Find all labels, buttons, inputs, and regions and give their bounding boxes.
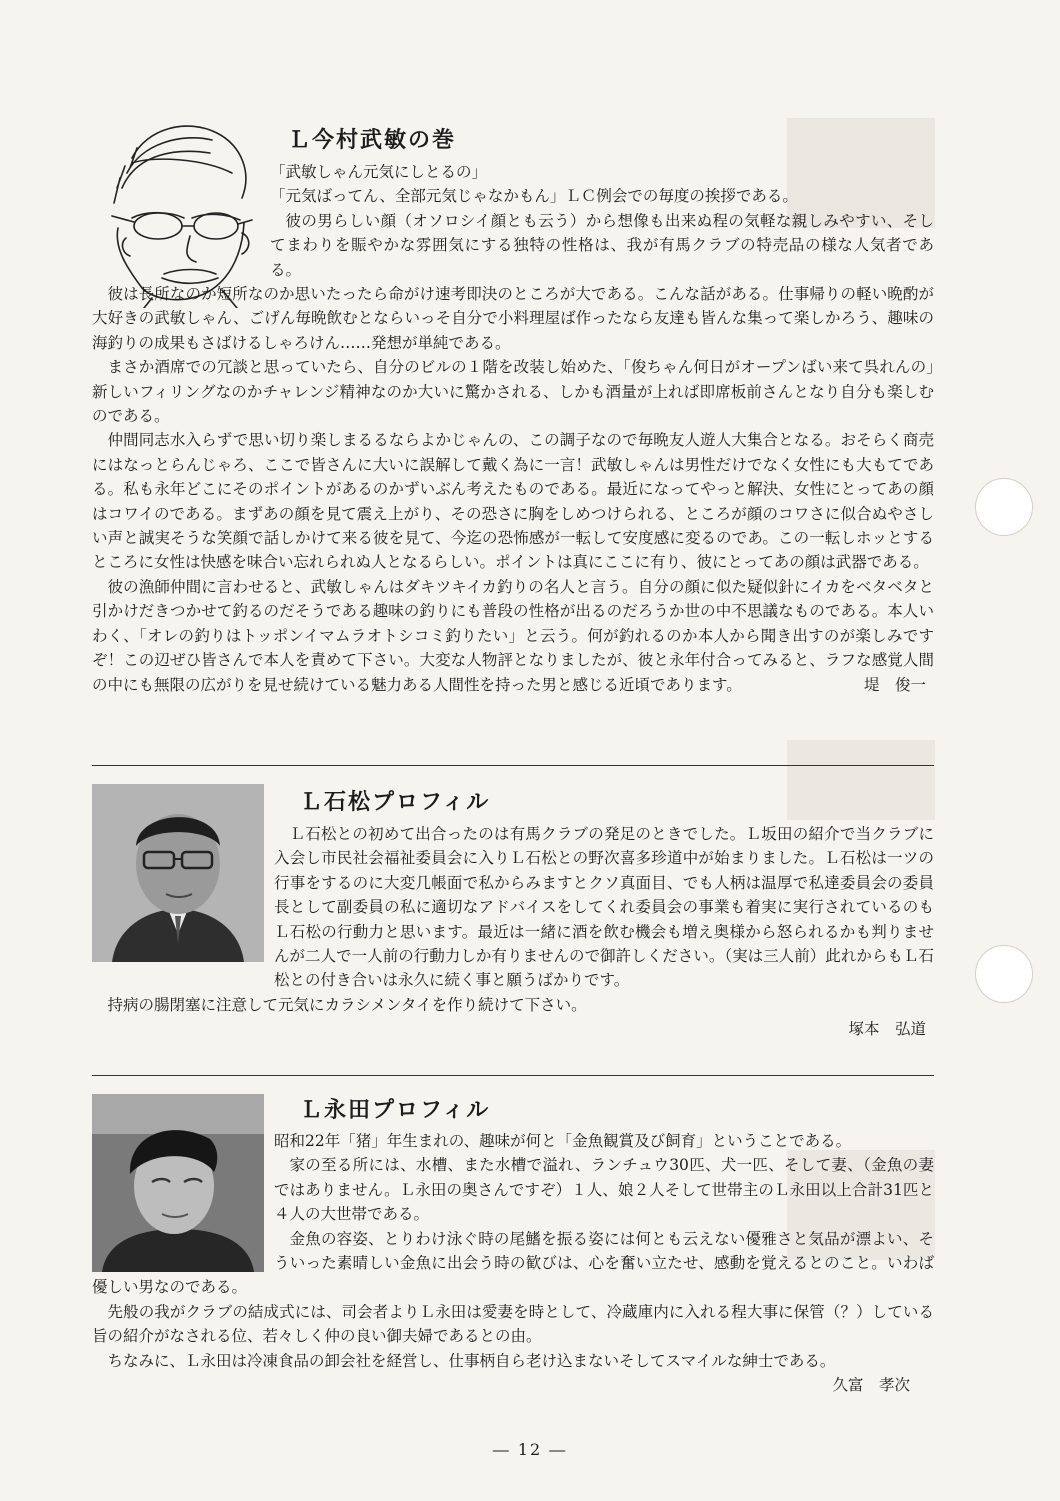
section-body	[92, 822, 934, 1042]
photo-spacer	[92, 822, 274, 970]
body-paragraph: 彼は長所なのか短所なのか思いたったら命がけ速考即決のところが大である。こんな話がある。仕事帰りの軽い晩酌が大好きの武敏しゃん、ごげん毎晩飲むとならいっそ自分で小料理屋ば作ったなら友達も皆んな集って楽しかろう、趣味の海釣りの成果もさばけるしゃろけん……発想が単純である。	[92, 285, 934, 352]
body-paragraph: 昭和22年「猪」年生まれの、趣味が何と「金魚観賞及び飼育」ということである。	[274, 1132, 852, 1150]
section-ishimatsu	[92, 782, 940, 1067]
body-paragraph: 金魚の容姿、とりわけ泳ぐ時の尾鰭を振る姿には何とも云えない優雅さと気品が漂よい、そういった素晴しい金魚に出会う時の歓びは、心を奮い立たせ、感動を覚えるとのこと。いわば優しい男なのである。	[92, 1229, 934, 1297]
author-signature: 堤 俊一	[863, 675, 926, 694]
body-paragraph: ちなみに、Ｌ永田は冷凍食品の卸会社を経営し、仕事柄自ら老け込まないそしてスマイルな紳士である。	[107, 1351, 836, 1370]
body-paragraph: 先般の我がクラブの結成式には、司会者よりＬ永田は愛妻を時として、冷蔵庫内に入れる程大事に保管（？）している旨の紹介がなされる位、若々しく仲の良い御夫婦であるとの由。	[92, 1302, 934, 1346]
body-paragraph: Ｌ石松との初めて出合ったのは有馬クラブの発足のときでした。Ｌ坂田の紹介で当クラブに入会し市民社会福祉委員会に入りＬ石松との野次喜多珍道中が始まりました。Ｌ石松は一ツの行事をするのに大変几帳面で私からみますとクソ真面目、でも人柄は温厚で私達委員会の委員長として副委員の私に適切なアドバイスをしてくれ委員会の事業も着実に実行されているのもＬ石松の行動力と思います。最近は一緒に酒を飲む機会も増え奥様から怒られるかも判りませんが二人で一人前の行動力しか有りませんので御許しください。（実は三人前）此れからもＬ石松との付き合いは永久に続く事と願うばかりです。	[274, 825, 934, 990]
section-nagata	[92, 1092, 940, 1395]
portrait-sketch	[92, 118, 262, 308]
photo-spacer	[92, 1129, 274, 1269]
body-paragraph: 持病の腸閉塞に注意して元気にカラシメンタイを作り続けて下さい。	[107, 995, 587, 1014]
section-divider	[92, 765, 934, 766]
section-title: Ｌ今村武敏の巻	[288, 128, 457, 153]
section-imamura	[92, 118, 940, 758]
author-signature: 塚本 弘道	[848, 1020, 926, 1039]
intro-line: 「武敏しゃん元気にしとるの」	[270, 163, 488, 181]
section-body	[92, 282, 934, 697]
binder-punch-hole	[975, 478, 1033, 536]
intro-paragraph: 彼の男らしい顔（オソロシイ顔とも云う）から想像も出来ぬ程の気軽な親しみやすい、そしてまわりを賑やかな雰囲気にする独特の性格は、我が有馬クラブの特売品の様な人気者である。	[270, 211, 934, 279]
page-number: ― 12 ―	[492, 1440, 568, 1459]
section-body	[92, 1129, 934, 1397]
body-paragraph: 家の至る所には、水槽、また水槽で溢れ、ランチュウ30匹、犬一匹、そして妻、（金魚の妻ではありません。Ｌ永田の奥さんですぞ）１人、娘２人そして世帯主のＬ永田以上合計31匹と４人の大世帯である。	[274, 1156, 934, 1224]
section-title: Ｌ石松プロフィル	[300, 790, 491, 815]
binder-punch-hole	[975, 945, 1033, 1003]
sketch-face-icon	[92, 118, 262, 308]
author-signature: 久富 孝次	[832, 1376, 910, 1395]
section-intro	[270, 160, 934, 282]
section-divider	[92, 1075, 934, 1076]
section-title: Ｌ永田プロフィル	[300, 1098, 491, 1123]
body-paragraph: 彼の漁師仲間に言わせると、武敏しゃんはダキツキイカ釣りの名人と言う。自分の顔に似た疑似針にイカをベタベタと引かけだきつかせて釣るのだそうである趣味の釣りにも普段の性格が出るのだろうか世の中不思議なものである。本人いわく、「オレの釣りはトッポンイマムラオトシコミ釣りたい」と云う。何が釣れるのか本人から聞き出すのが楽しみですぞ！この辺ぜひ皆さんで本人を責めて下さい。大変な人物評となりましたが、彼と永年付合ってみると、ラフな感覚人間の中にも無限の広がりを見せ続けている魅力ある人間性を持った男と感じる近頃であります。	[92, 577, 934, 694]
intro-line: 「元気ばってん、全部元気じゃなかもん」ＬＣ例会での毎度の挨拶である。	[270, 187, 798, 206]
body-paragraph: まさか酒席での冗談と思っていたら、自分のビルの１階を改装し始めた、「俊ちゃん何日がオープンばい来て呉れんの」新しいフィリングなのかチャレンジ精神なのか大いに驚かされる、しかも酒量が上れば即席板前さんとなり自分も楽しむのである。	[92, 358, 934, 426]
body-paragraph: 仲間同志水入らずで思い切り楽しまるるならよかじゃんの、この調子なので毎晩友人遊人大集合となる。おそらく商売にはなっとらんじゃろ、ここで皆さんに大いに誤解して戴く為に一言！武敏しゃんは男性だけでなく女性にも大もてである。私も永年どこにそのポイントがあるのかずいぶん考えたものである。最近になってやっと解決、女性にとってあの顔はコワイのである。まずあの顔を見て震え上がり、その恐さに胸をしめつけられる、ところが顔のコワさに似合ぬやさしい声と誠実そうな笑顔で話しかけて来る彼を見て、今迄の恐怖感が一転して安度感に変るのであ。この一転しホッとするところに女性は快感を味合い忘れられぬ人となるらしい。ポイントは真にここに有り、彼にとってあの顔は武器である。	[92, 431, 934, 572]
